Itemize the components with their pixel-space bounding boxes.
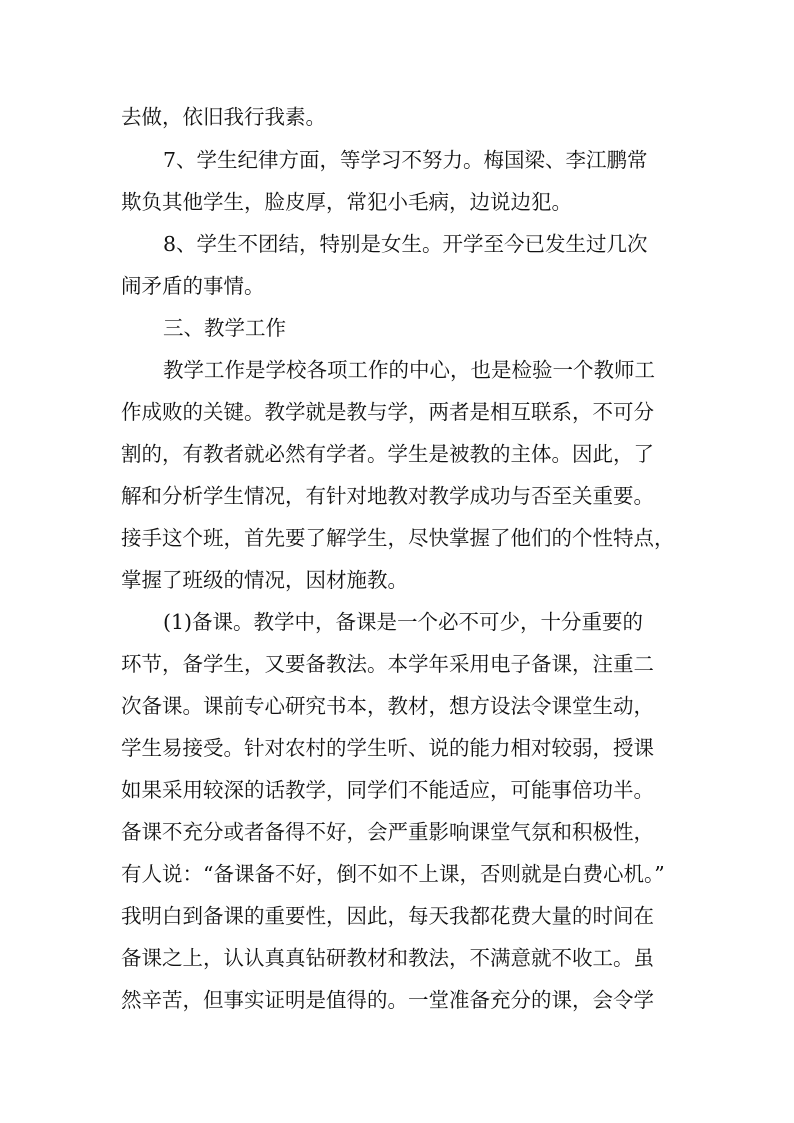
text-line: 作成败的关键。教学就是教与学，两者是相互联系，不可分: [121, 400, 654, 424]
text-line: 7、学生纪律方面，等学习不努力。梅国梁、李江鹏常: [163, 148, 648, 172]
text-line: (1)备课。教学中，备课是一个必不可少，十分重要的: [163, 610, 644, 634]
text-line: 去做，依旧我行我素。: [121, 105, 326, 129]
text-line: 闹矛盾的事情。: [121, 274, 265, 298]
text-line: 然辛苦，但事实证明是值得的。一堂准备充分的课，会令学: [121, 988, 654, 1012]
text-line: 解和分析学生情况，有针对地教对教学成功与否至关重要。: [121, 484, 654, 508]
text-line: 有人说：“备课备不好，倒不如不上课，否则就是白费心机。”: [121, 862, 665, 886]
text-line: 次备课。课前专心研究书本，教材，想方设法令课堂生动，: [121, 694, 654, 718]
text-line: 欺负其他学生，脸皮厚，常犯小毛病，边说边犯。: [121, 190, 572, 214]
text-line: 8、学生不团结，特别是女生。开学至今已发生过几次: [163, 232, 648, 256]
section-heading: 三、教学工作: [163, 316, 286, 340]
text-line: 备课不充分或者备得不好，会严重影响课堂气氛和积极性，: [121, 820, 654, 844]
text-line: 环节，备学生，又要备教法。本学年采用电子备课，注重二: [121, 652, 654, 676]
text-line: 我明白到备课的重要性，因此，每天我都花费大量的时间在: [121, 904, 654, 928]
text-line: 接手这个班，首先要了解学生，尽快掌握了他们的个性特点，: [121, 526, 675, 550]
text-line: 学生易接受。针对农村的学生听、说的能力相对较弱，授课: [121, 736, 654, 760]
text-line: 教学工作是学校各项工作的中心，也是检验一个教师工: [163, 358, 655, 382]
text-line: 如果采用较深的话教学，同学们不能适应，可能事倍功半。: [121, 778, 654, 802]
text-line: 备课之上，认认真真钻研教材和教法，不满意就不收工。虽: [121, 946, 654, 970]
text-line: 割的，有教者就必然有学者。学生是被教的主体。因此，了: [121, 442, 654, 466]
text-line: 掌握了班级的情况，因材施教。: [121, 568, 408, 592]
